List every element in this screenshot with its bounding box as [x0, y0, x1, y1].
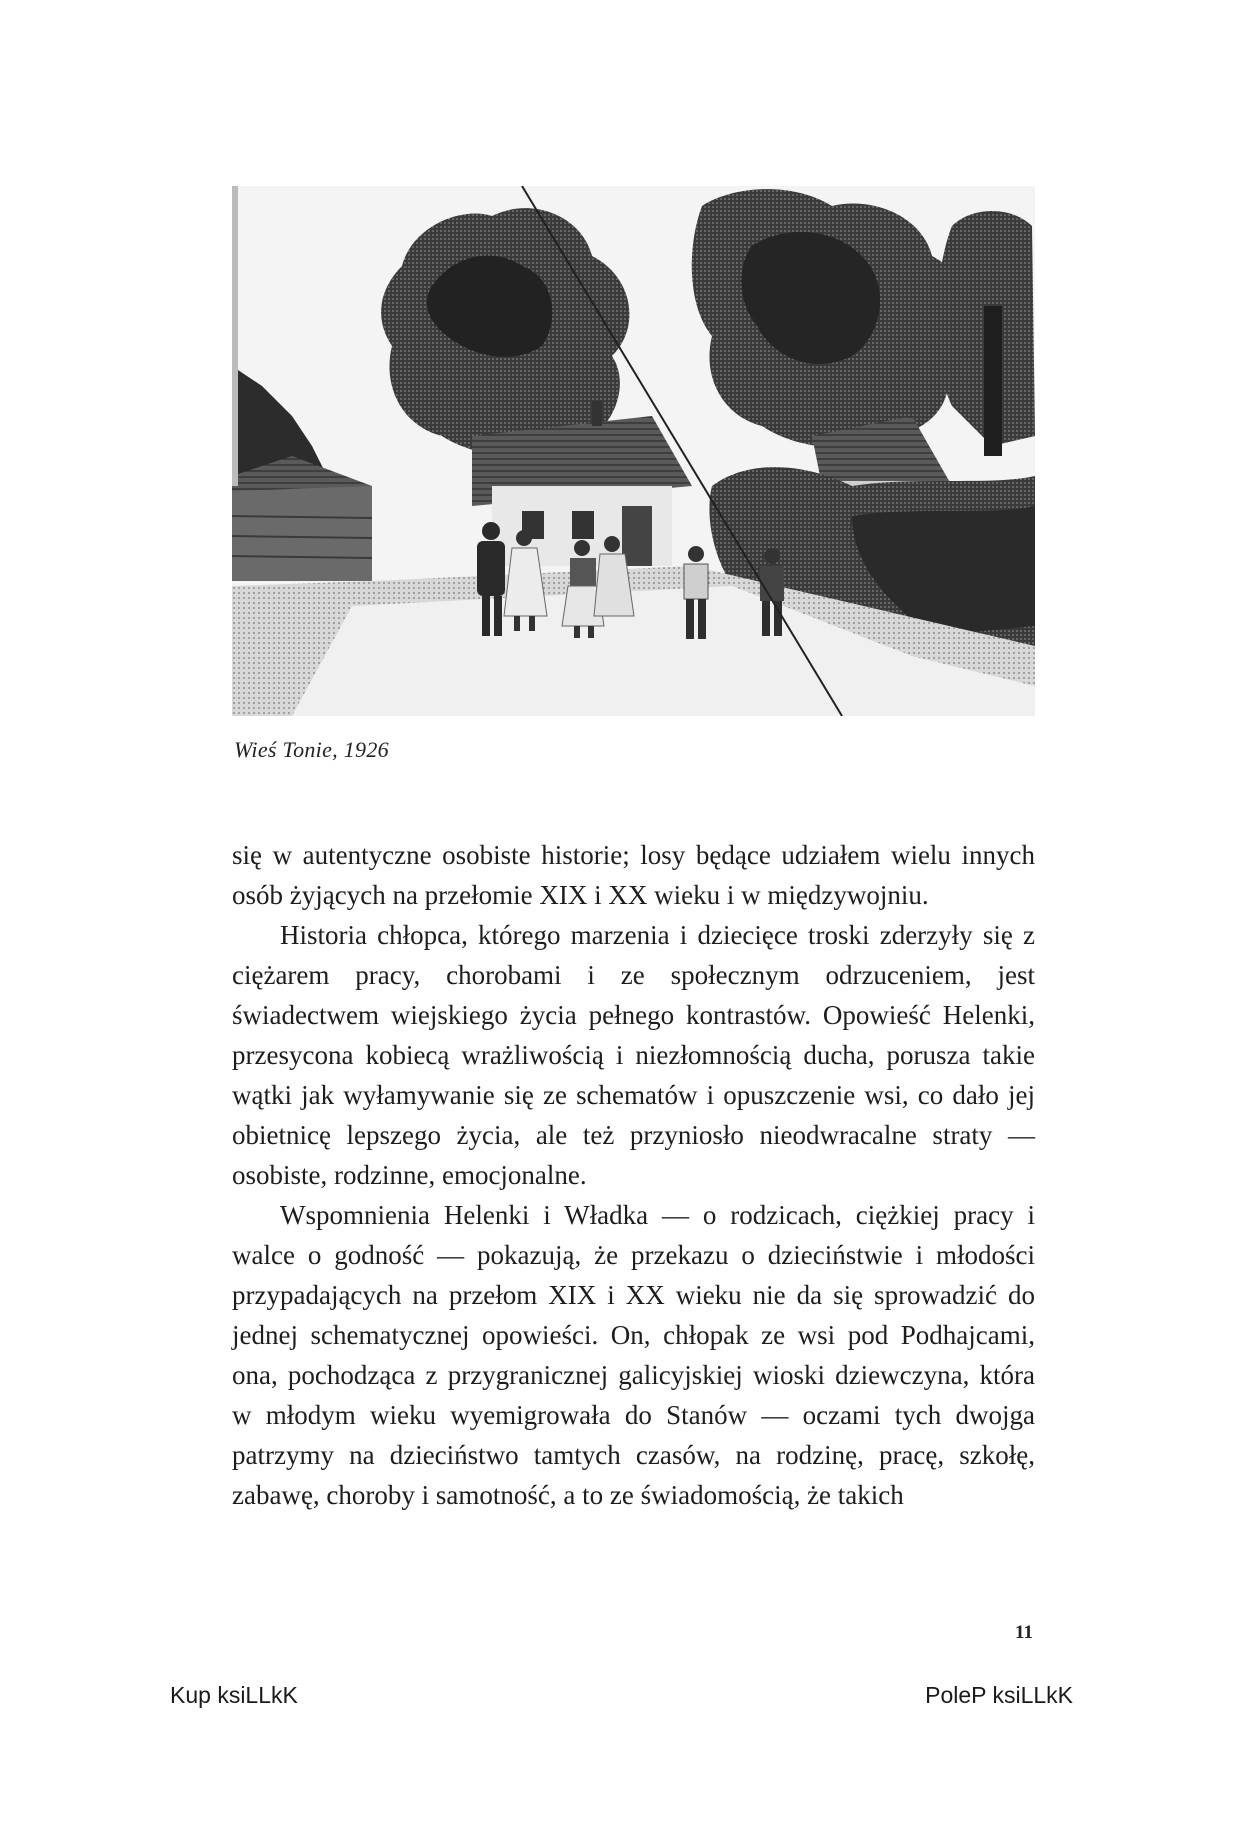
body-text — [232, 835, 1035, 1515]
recommend-book-link[interactable]: PoleP ksiLLkK — [925, 1682, 1073, 1708]
village-photograph — [232, 186, 1035, 716]
buy-book-link[interactable]: Kup ksiLLkK — [170, 1682, 298, 1708]
paragraph: Historia chłopca, którego marzenia i dziecięce troski zderzyły się z ciężarem pracy, chorobami i ze społecznym odrzuceniem, jest świadectwem wiejskiego życia pełnego kontrastów. Opowieść Helenki, przesycona kobiecą wrażliwością i niezłomnością ducha, porusza takie wątki jak wyłamywanie się ze schematów i opuszczenie wsi, co dało jej obietnicę lepszego życia, ale też przyniosło nieodwracalne straty — osobiste, rodzinne, emocjonalne. — [232, 920, 1035, 1190]
photo-caption: Wieś Tonie, 1926 — [234, 737, 389, 762]
page-number: 11 — [1015, 1622, 1033, 1643]
paragraph: się w autentyczne osobiste historie; losy będące udziałem wielu innych osób żyjących na przełomie XIX i XX wieku i w międzywojniu. — [232, 840, 1035, 910]
paragraph: Wspomnienia Helenki i Władka — o rodzicach, ciężkiej pracy i walce o godność — pokazują, że przekazu o dzieciństwie i młodości przypadających na przełom XIX i XX wieku nie da się sprowadzić do jednej schematycznej opowieści. On, chłopak ze wsi pod Podhajcami, ona, pochodząca z przygranicznej galicyjskiej wioski dziewczyna, która w młodym wieku wyemigrowała do Stanów — oczami tych dwojga patrzymy na dzieciństwo tamtych czasów, na rodzinę, pracę, szkołę, zabawę, choroby i samotność, a to ze świadomością, że takich — [232, 1200, 1035, 1510]
